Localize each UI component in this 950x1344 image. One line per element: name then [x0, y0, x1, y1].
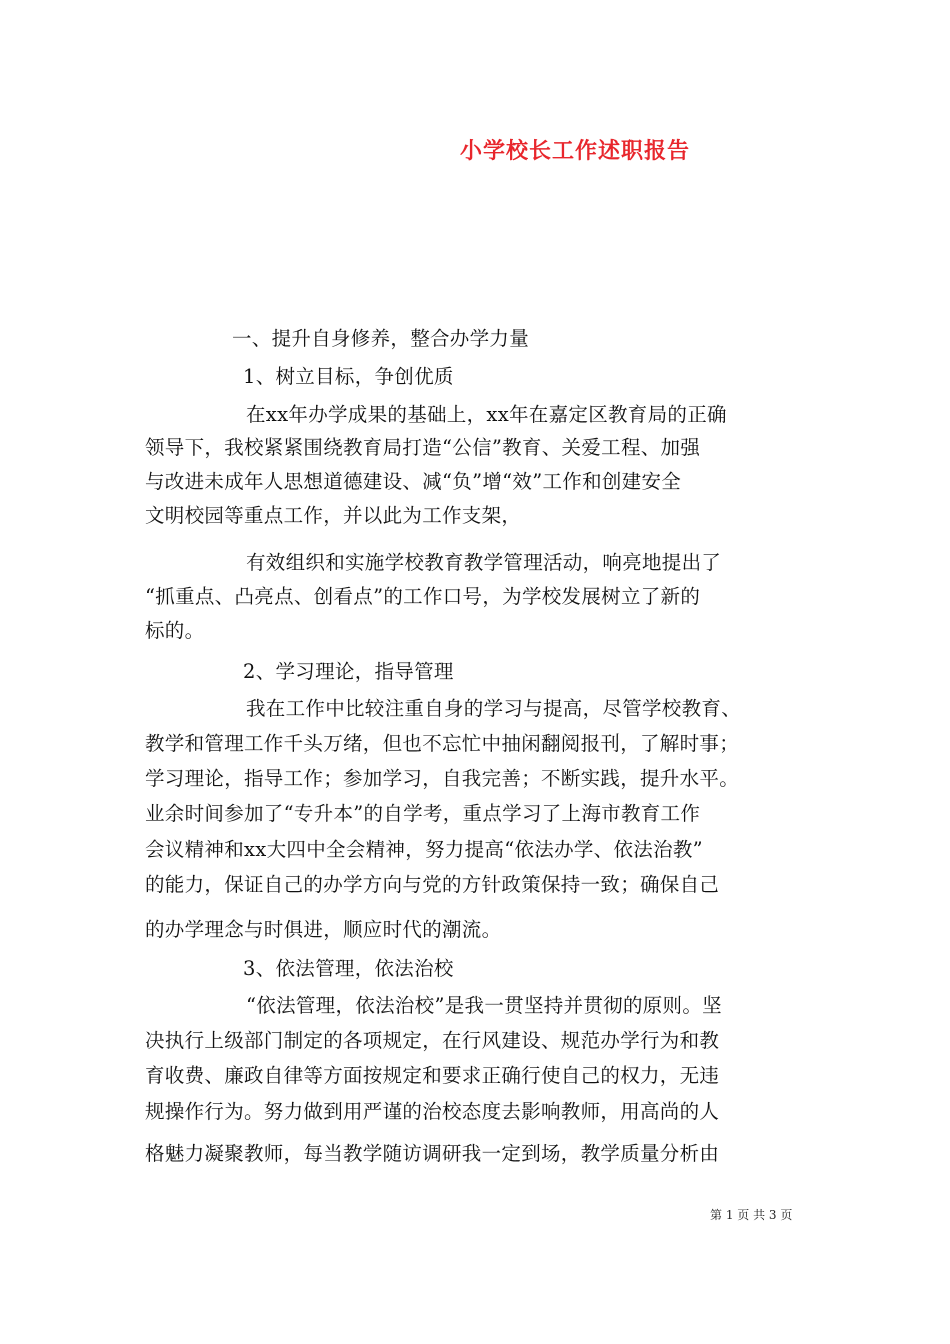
paragraph-line: 文明校园等重点工作，并以此为工作支架，	[145, 504, 522, 527]
paragraph-line: “依法管理，依法治校”是我一贯坚持并贯彻的原则。坚	[246, 994, 722, 1017]
paragraph-line: 有效组织和实施学校教育教学管理活动，响亮地提出了	[246, 551, 722, 574]
subsection-heading: 3、依法管理，依法治校	[243, 957, 454, 980]
paragraph-line: 规操作行为。努力做到用严谨的治校态度去影响教师，用高尚的人	[145, 1100, 720, 1123]
subsection-heading: 1、树立目标，争创优质	[243, 365, 454, 388]
paragraph-line: 格魅力凝聚教师，每当教学随访调研我一定到场，教学质量分析由	[145, 1142, 720, 1165]
paragraph-line: 标的。	[145, 619, 205, 642]
paragraph-line: 业余时间参加了“专升本”的自学考，重点学习了上海市教育工作	[145, 802, 701, 825]
section-heading: 一、提升自身修养，整合办学力量	[232, 327, 530, 350]
paragraph-line: 学习理论，指导工作；参加学习，自我完善；不断实践，提升水平。	[145, 767, 740, 790]
paragraph-line: 教学和管理工作千头万绪，但也不忘忙中抽闲翻阅报刊，了解时事；	[145, 732, 740, 755]
paragraph-line: 与改进未成年人思想道德建设、减“负”增“效”工作和创建安全	[145, 470, 682, 493]
document-title: 小学校长工作述职报告	[459, 138, 690, 164]
paragraph-line: 会议精神和xx大四中全会精神，努力提高“依法办学、依法治教”	[145, 838, 703, 861]
paragraph-line: 在xx年办学成果的基础上，xx年在嘉定区教育局的正确	[246, 403, 727, 426]
paragraph-line: 领导下，我校紧紧围绕教育局打造“公信”教育、关爱工程、加强	[145, 436, 701, 459]
paragraph-line: 的办学理念与时俱进，顺应时代的潮流。	[145, 918, 502, 941]
subsection-heading: 2、学习理论，指导管理	[243, 660, 454, 683]
paragraph-line: 我在工作中比较注重自身的学习与提高，尽管学校教育、	[246, 697, 742, 720]
page-number-footer: 第 1 页 共 3 页	[710, 1208, 793, 1222]
paragraph-line: 决执行上级部门制定的各项规定，在行风建设、规范办学行为和教	[145, 1029, 720, 1052]
paragraph-line: 育收费、廉政自律等方面按规定和要求正确行使自己的权力，无违	[145, 1064, 720, 1087]
paragraph-line: 的能力，保证自己的办学方向与党的方针政策保持一致；确保自己	[145, 873, 720, 896]
paragraph-line: “抓重点、凸亮点、创看点”的工作口号，为学校发展树立了新的	[145, 585, 701, 608]
